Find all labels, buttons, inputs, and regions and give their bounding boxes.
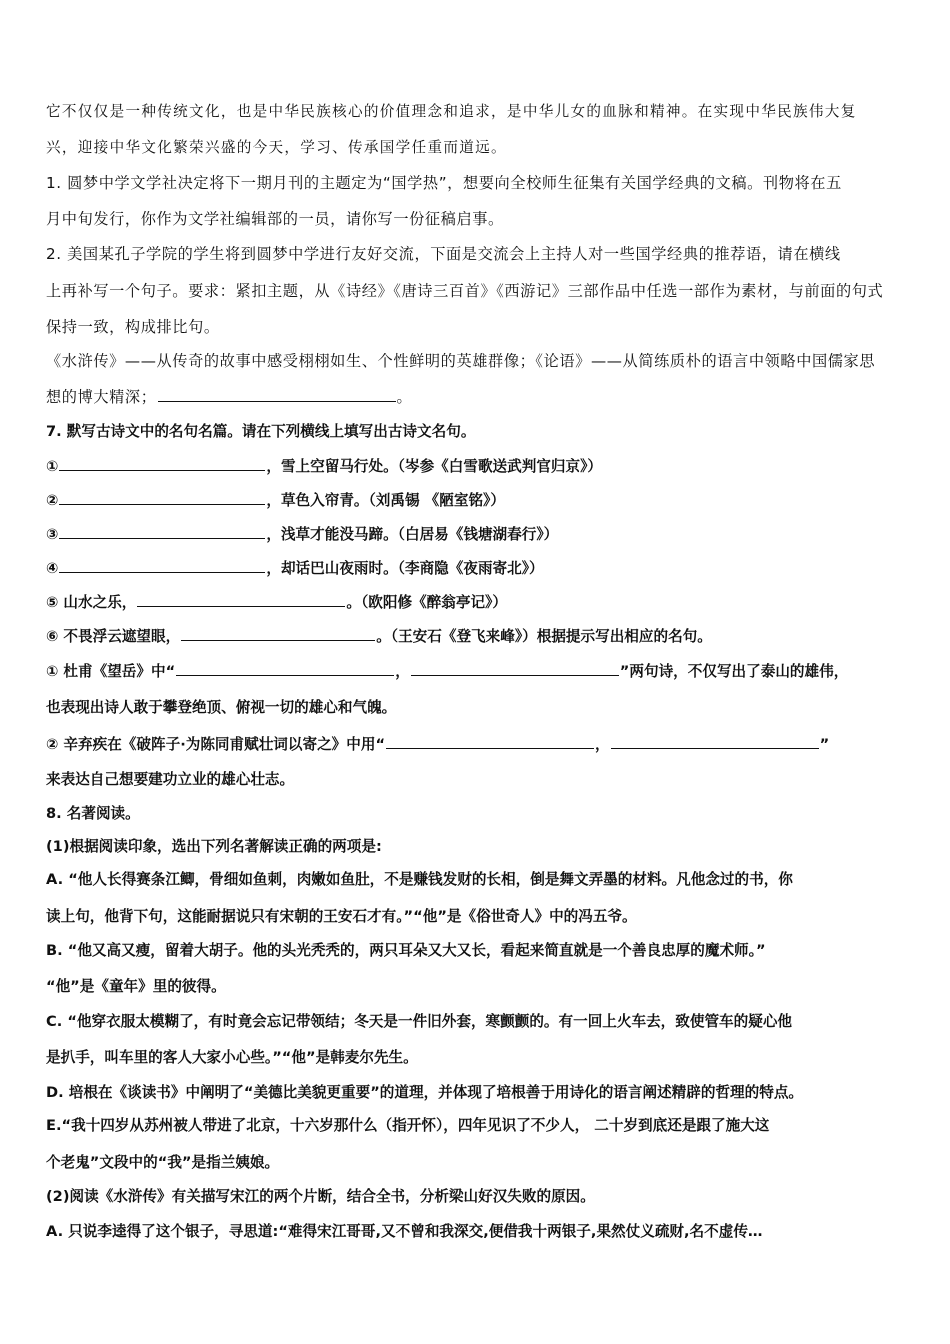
sub-text-end: ” <box>819 736 830 753</box>
q7-item-3 <box>46 523 558 546</box>
q8-part-2-option-a: A. 只说李逵得了这个银子，寻思道:“难得宋江哥哥,又不曾和我深交,便借我十两银子,果然仗义疏财,名不虚传… <box>46 1223 763 1240</box>
option-c-line-2: 是扒手，叫车里的客人大家小心些。”“他”是韩麦尔先生。 <box>46 1049 418 1066</box>
sub-text: ② 辛弃疾在《破阵子·为陈同甫赋壮词以寄之》中用“ <box>46 736 386 753</box>
q2-line-5-text: 想的博大精深； <box>46 388 157 406</box>
option-c-line-1: C. “他穿衣服太模糊了，有时竟会忘记带领结；冬天是一件旧外套，寒颤颤的。有一回上火车去，致使管车的疑心他 <box>46 1013 793 1030</box>
q8-part-2: (2)阅读《水浒传》有关描写宋江的两个片断，结合全书，分析梁山好汉失败的原因。 <box>46 1188 595 1205</box>
item-number: ④ <box>46 560 59 577</box>
q2-line-2: 上再补写一个句子。要求：紧扣主题，从《诗经》《唐诗三百首》《西游记》三部作品中任选一部作为素材，与前面的句式 <box>46 282 884 300</box>
answer-blank[interactable] <box>181 625 375 641</box>
option-b-line-1: B. “他又高又瘦，留着大胡子。他的头光秃秃的，两只耳朵又大又长，看起来简直就是一个善良忠厚的魔术师。” <box>46 942 766 959</box>
q2-line-5 <box>46 386 412 408</box>
answer-blank[interactable] <box>59 489 265 505</box>
sub-sep: ， <box>595 736 610 753</box>
option-b-line-2: “他”是《童年》里的彼得。 <box>46 978 226 995</box>
q7-item-1 <box>46 455 602 478</box>
item-text: ，却话巴山夜雨时。（李商隐《夜雨寄北》） <box>266 560 544 577</box>
answer-blank[interactable] <box>158 386 396 402</box>
intro-line-1: 它不仅仅是一种传统文化，也是中华民族核心的价值理念和追求，是中华儿女的血脉和精神。在实现中华民族伟大复 <box>46 103 857 120</box>
q7-sub-2 <box>46 733 829 756</box>
item-text: ⑤ 山水之乐， <box>46 594 137 611</box>
answer-blank[interactable] <box>611 733 819 749</box>
q7-sub-2-line-2: 来表达自己想要建功立业的雄心壮志。 <box>46 771 295 788</box>
q7-sub-1 <box>46 660 848 683</box>
q1-line-2: 月中旬发行，你作为文学社编辑部的一员，请你写一份征稿启事。 <box>46 210 504 228</box>
item-number: ② <box>46 492 59 509</box>
q2-line-3: 保持一致，构成排比句。 <box>46 318 220 336</box>
q7-item-6 <box>46 625 712 648</box>
q2-line-5-end: 。 <box>396 388 413 406</box>
item-text: ，雪上空留马行处。（岑参《白雪歌送武判官归京》） <box>266 458 603 475</box>
item-text: ，浅草才能没马蹄。（白居易《钱塘湖春行》） <box>266 526 559 543</box>
item-text: ⑥ 不畏浮云遮望眼， <box>46 628 181 645</box>
q2-line-4: 《水浒传》——从传奇的故事中感受栩栩如生、个性鲜明的英雄群像；《论语》——从简练质朴的语言中领略中国儒家思 <box>46 352 876 370</box>
q8-title: 8. 名著阅读。 <box>46 805 140 822</box>
answer-blank[interactable] <box>59 455 265 471</box>
option-a-line-2: 读上句，他背下句，这能耐据说只有宋朝的王安石才有。”“他”是《俗世奇人》中的冯五爷。 <box>46 908 637 925</box>
sub-text: ① 杜甫《望岳》中“ <box>46 663 176 680</box>
answer-blank[interactable] <box>411 660 619 676</box>
q7-item-5 <box>46 591 507 614</box>
item-number: ① <box>46 458 59 475</box>
sub-text-end: ”两句诗，不仅写出了泰山的雄伟， <box>619 663 849 680</box>
q7-item-4 <box>46 557 544 580</box>
answer-blank[interactable] <box>137 591 345 607</box>
option-d-line-1: D. 培根在《谈读书》中阐明了“美德比美貌更重要”的道理，并体现了培根善于用诗化的语言阐述精辟的哲理的特点。 <box>46 1084 804 1101</box>
option-e-line-2: 个老鬼”文段中的“我”是指兰姨娘。 <box>46 1154 280 1171</box>
item-text: ，草色入帘青。（刘禹锡 《陋室铭》） <box>266 492 505 509</box>
option-a-line-1: A. “他人长得赛条江鲫，骨细如鱼刺，肉嫩如鱼肚，不是赚钱发财的长相，倒是舞文弄墨的材料。凡他念过的书，你 <box>46 871 793 888</box>
answer-blank[interactable] <box>386 733 594 749</box>
q7-title: 7. 默写古诗文中的名句名篇。请在下列横线上填写出古诗文名句。 <box>46 423 476 440</box>
q2-line-1: 2. 美国某孔子学院的学生将到圆梦中学进行友好交流，下面是交流会上主持人对一些国学经典的推荐语，请在横线 <box>46 245 841 263</box>
q8-part-1: (1)根据阅读印象，选出下列名著解读正确的两项是: <box>46 838 382 855</box>
q1-line-1: 1. 圆梦中学文学社决定将下一期月刊的主题定为“国学热”，想要向全校师生征集有关国学经典的文稿。刊物将在五 <box>46 174 842 192</box>
sub-sep: ， <box>395 663 410 680</box>
item-text-end: 。（欧阳修《醉翁亭记》） <box>346 594 507 611</box>
intro-line-2: 兴，迎接中华文化繁荣兴盛的今天，学习、传承国学任重而道远。 <box>46 139 507 156</box>
item-number: ③ <box>46 526 59 543</box>
answer-blank[interactable] <box>176 660 394 676</box>
answer-blank[interactable] <box>59 557 265 573</box>
option-e-line-1: E.“我十四岁从苏州被人带进了北京，十六岁那什么（指开怀），四年见识了不少人， 二十岁到底还是跟了施大这 <box>46 1117 770 1134</box>
q7-item-2 <box>46 489 505 512</box>
item-text-end: 。（王安石《登飞来峰》）根据提示写出相应的名句。 <box>376 628 712 645</box>
q7-sub-1-line-2: 也表现出诗人敢于攀登绝顶、俯视一切的雄心和气魄。 <box>46 699 397 716</box>
answer-blank[interactable] <box>59 523 265 539</box>
